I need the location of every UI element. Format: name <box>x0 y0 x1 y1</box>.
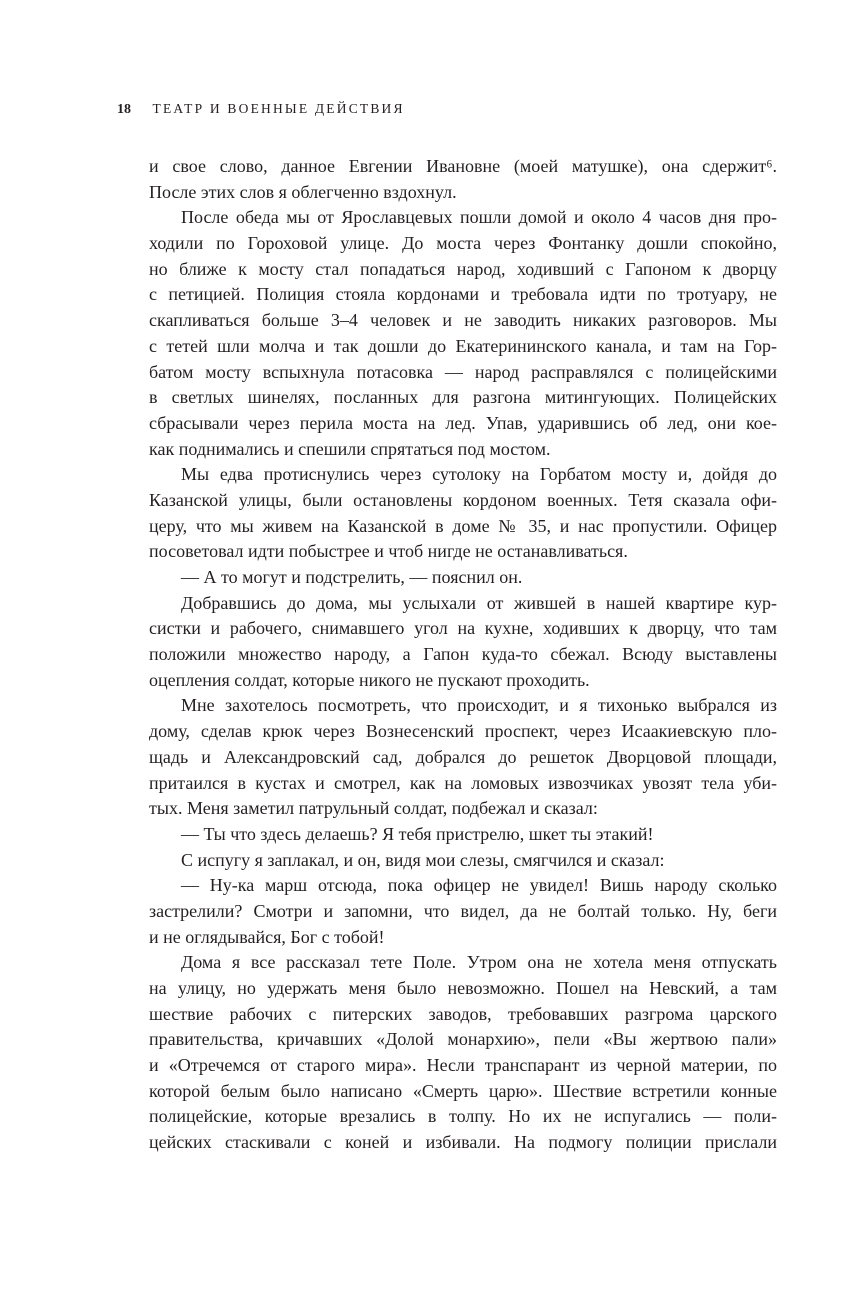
text-line: притаился в кустах и смотрел, как на ломовых извозчиках увозят тела уби- <box>149 772 777 793</box>
text-line: в светлых шинелях, посланных для разгона митингующих. Полицейских <box>149 387 777 408</box>
text-line: — Ну-ка марш отсюда, пока офицер не увидел! Вишь народу сколько <box>181 875 777 896</box>
paragraph <box>149 565 777 591</box>
text-line: После этих слов я облегченно вздохнул. <box>149 181 457 202</box>
paragraph <box>149 822 777 848</box>
paragraph <box>149 154 777 205</box>
text-line: — Ты что здесь делаешь? Я тебя пристрелю, шкет ты этакий! <box>181 823 654 844</box>
text-line: правительства, кричавших «Долой монархию», пели «Вы жертвою пали» <box>149 1029 777 1050</box>
text-line: положили множество народу, а Гапон куда-то сбежал. Всюду выставлены <box>149 644 777 665</box>
text-line: цейских стаскивали с коней и избивали. На подмогу полиции прислали <box>149 1132 777 1153</box>
text-line: — А то могут и подстрелить, — пояснил он. <box>181 567 523 587</box>
paragraph <box>149 873 777 950</box>
text-line: на улицу, но удержать меня было невозможно. Пошел на Невский, а там <box>149 978 777 998</box>
text-line: сбрасывали через перила моста на лед. Упав, ударившись об лед, они кое- <box>149 412 777 433</box>
body-text <box>149 154 777 1156</box>
text-line: церу, что мы живем на Казанской в доме № 35, и нас пропустили. Офицер <box>149 515 777 536</box>
text-line: полицейские, которые врезались в толпу. Но их не испугались — поли- <box>149 1106 777 1127</box>
text-line: и «Отречемся от старого мира». Несли транспарант из черной материи, по <box>149 1055 777 1076</box>
text-line: скапливаться больше 3–4 человек и не заводить никаких разговоров. Мы <box>149 310 777 331</box>
text-line: которой белым было написано «Смерть царю». Шествие встретили конные <box>149 1080 777 1101</box>
running-title: ТЕАТР И ВОЕННЫЕ ДЕЙСТВИЯ <box>152 101 405 116</box>
text-line: ходили по Гороховой улице. До моста через Фонтанку дошли спокойно, <box>149 233 777 254</box>
text-line: Мне захотелось посмотреть, что происходит, и я тихонько выбрался из <box>181 695 777 716</box>
text-line: как поднимались и спешили спрятаться под мостом. <box>149 438 551 459</box>
text-line: Мы едва протиснулись через сутолоку на Горбатом мосту и, дойдя до <box>181 464 777 485</box>
text-line: дому, сделав крюк через Вознесенский проспект, через Исаакиевскую пло- <box>149 721 777 742</box>
text-line: Казанской улицы, были остановлены кордоном военных. Тетя сказала офи- <box>149 489 777 510</box>
text-line: шествие рабочих с питерских заводов, требовавших разгрома царского <box>149 1003 777 1024</box>
paragraph <box>149 693 777 821</box>
text-line: и свое слово, данное Евгении Ивановне (моей матушке), она сдержит⁶. <box>149 156 777 176</box>
text-line: систки и рабочего, снимавшего угол на кухне, ходивших к дворцу, что там <box>149 618 777 639</box>
text-line: оцепления солдат, которые никого не пускают проходить. <box>149 669 590 690</box>
text-line: щадь и Александровский сад, добрался до решеток Дворцовой площади, <box>149 746 777 767</box>
text-line: тых. Меня заметил патрульный солдат, подбежал и сказал: <box>149 798 598 819</box>
text-line: посоветовал идти побыстрее и чтоб нигде не останавливаться. <box>149 541 628 562</box>
text-line: и не оглядывайся, Бог с тобой! <box>149 926 385 947</box>
text-line: После обеда мы от Ярославцевых пошли домой и около 4 часов дня про- <box>181 207 777 228</box>
text-line: но ближе к мосту стал попадаться народ, ходивший с Гапоном к дворцу <box>149 258 777 279</box>
text-line: с тетей шли молча и так дошли до Екатерининского канала, и там на Гор- <box>149 335 777 356</box>
paragraph <box>149 848 777 874</box>
text-line: Добравшись до дома, мы услыхали от жившей в нашей квартире кур- <box>181 592 777 613</box>
text-line: с петицией. Полиция стояла кордонами и требовала идти по тротуару, не <box>149 284 777 305</box>
text-line: С испугу я заплакал, и он, видя мои слезы, смягчился и сказал: <box>181 849 665 870</box>
paragraph <box>149 205 777 462</box>
running-header <box>117 101 405 118</box>
paragraph <box>149 591 777 694</box>
text-line: застрелили? Смотри и запомни, что видел, да не болтай только. Ну, беги <box>149 900 777 921</box>
paragraph <box>149 462 777 565</box>
page-number: 18 <box>117 102 131 117</box>
text-line: Дома я все рассказал тете Поле. Утром она не хотела меня отпускать <box>181 952 777 973</box>
text-line: батом мосту вспыхнула потасовка — народ расправлялся с полицейскими <box>149 361 777 382</box>
paragraph <box>149 950 777 1156</box>
